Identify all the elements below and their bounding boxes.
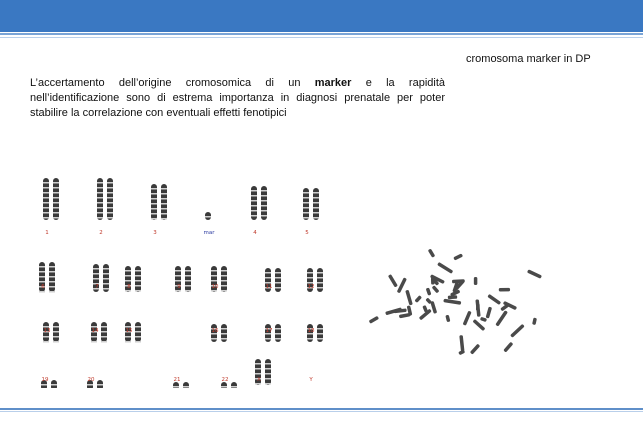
karyotype-label-mar: mar	[203, 230, 215, 236]
footer-divider-thin	[0, 411, 643, 412]
chromosome-3	[151, 184, 167, 220]
spread-chromosome	[495, 310, 508, 326]
karyotype-label-3: 3	[153, 230, 157, 236]
paragraph-text-start: L’accertamento dell’origine cromosomica di un	[30, 77, 315, 89]
karyotype-label-14: 14	[91, 328, 99, 334]
karyotype-label-20: 20	[87, 377, 95, 383]
spread-chromosome	[503, 342, 513, 353]
karyotype-label-17: 17	[265, 328, 273, 334]
spread-chromosome	[385, 307, 402, 315]
chromosome-mar	[205, 212, 211, 220]
karyotype-label-y: Y	[309, 377, 313, 383]
karyotype-label-9: 9	[177, 284, 181, 290]
spread-chromosome	[426, 288, 432, 296]
karyotype-label-22: 22	[221, 377, 229, 383]
spread-chromosome	[443, 299, 461, 305]
metaphase-spread-image	[360, 235, 560, 365]
spread-chromosome	[397, 277, 407, 293]
spread-chromosome	[428, 248, 436, 257]
spread-chromosome	[437, 262, 453, 274]
karyotype-image	[25, 178, 335, 388]
footer-divider	[0, 408, 643, 410]
spread-chromosome	[470, 344, 480, 355]
spread-chromosome	[480, 317, 487, 322]
spread-chromosome	[486, 307, 493, 319]
spread-chromosome	[499, 288, 510, 292]
karyotype-label-2: 2	[99, 230, 103, 236]
header-divider	[0, 33, 643, 35]
chromosome-2	[97, 178, 113, 220]
karyotype-label-4: 4	[253, 230, 257, 236]
spread-chromosome	[510, 324, 525, 338]
spread-chromosome	[448, 295, 458, 299]
karyotype-label-x: X	[257, 377, 261, 383]
spread-chromosome	[445, 315, 450, 323]
karyotype-label-18: 18	[307, 328, 315, 334]
spread-chromosome	[432, 285, 440, 293]
spread-chromosome	[453, 253, 463, 260]
karyotype-label-21: 21	[173, 377, 181, 383]
spread-chromosome	[532, 318, 537, 326]
body-paragraph	[30, 76, 445, 121]
karyotype-label-1: 1	[45, 230, 49, 236]
spread-chromosome	[431, 277, 435, 284]
spread-chromosome	[476, 304, 480, 311]
karyotype-label-5: 5	[305, 230, 309, 236]
spread-chromosome	[369, 316, 379, 324]
karyotype-label-6: 6	[41, 284, 45, 290]
karyotype-label-19: 19	[41, 377, 49, 383]
spread-chromosome	[414, 295, 422, 303]
spread-chromosome	[430, 301, 437, 314]
spread-chromosome	[527, 269, 542, 278]
spread-chromosome	[463, 311, 472, 326]
spread-chromosome	[405, 290, 413, 306]
karyotype-label-16: 16	[211, 328, 219, 334]
karyotype-label-7: 7	[95, 284, 99, 290]
chromosome-4	[251, 186, 267, 220]
spread-chromosome	[487, 294, 501, 305]
karyotype-label-11: 11	[265, 284, 273, 290]
paragraph-text-end: e la rapidità nell’identificazione sono di estrema importanza in diagnosi prenatale per poter stabilire la correlazione con eventuali effetti fenotipici	[30, 77, 445, 119]
chromosome-1	[43, 178, 59, 220]
karyotype-label-13: 13	[43, 328, 51, 334]
karyotype-label-12: 12	[307, 284, 315, 290]
karyotype-label-8: 8	[127, 284, 131, 290]
image-caption: cromosoma marker in DP	[466, 53, 591, 65]
header-divider-thin	[0, 37, 643, 38]
chromosome-5	[303, 188, 319, 220]
spread-chromosome	[474, 277, 478, 285]
spread-chromosome	[388, 274, 398, 287]
spread-chromosome	[459, 335, 464, 352]
header-bar	[0, 0, 643, 32]
karyotype-label-15: 15	[125, 328, 133, 334]
karyotype-label-10: 10	[211, 284, 219, 290]
paragraph-bold-term: marker	[314, 77, 352, 89]
